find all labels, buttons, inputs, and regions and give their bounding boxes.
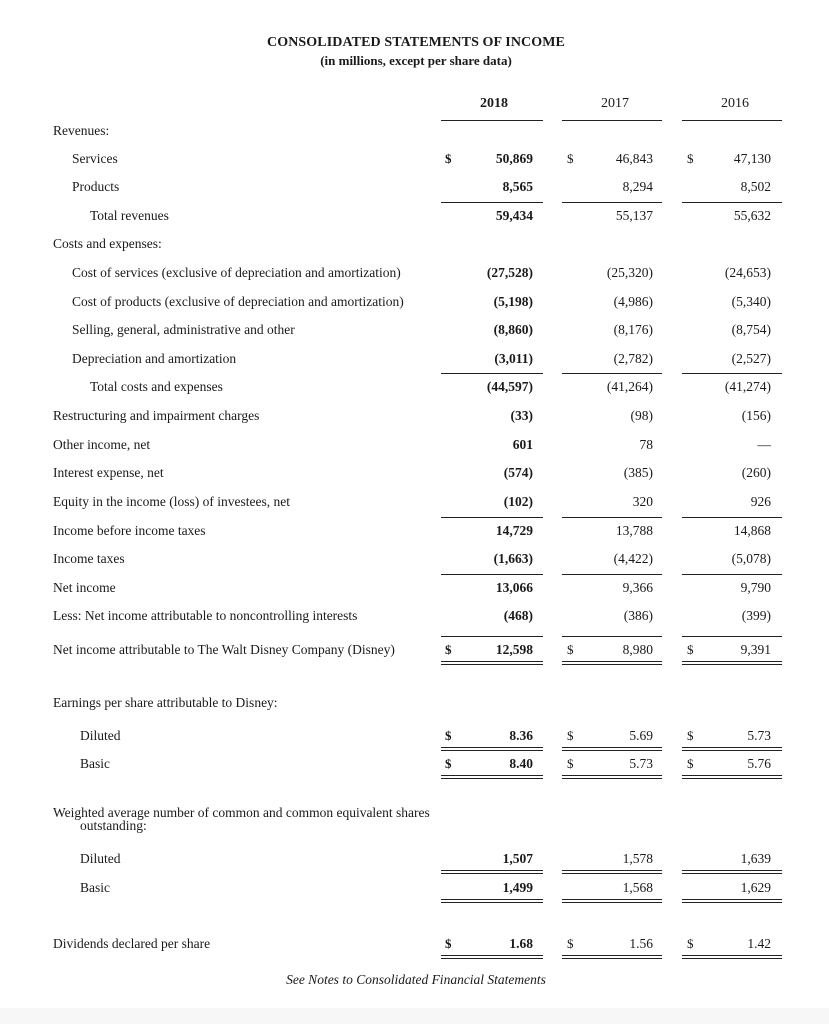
total-double-rule [562, 778, 662, 779]
total-double-rule [562, 873, 662, 874]
total-double-rule [441, 778, 543, 779]
table-row [0, 351, 829, 373]
currency-symbol: $ [567, 151, 574, 166]
table-row [0, 880, 829, 902]
table-row [0, 379, 829, 401]
currency-symbol: $ [445, 756, 452, 771]
table-row [0, 322, 829, 344]
value-2018: 1,507 [502, 851, 533, 866]
row-label: Earnings per share attributable to Disney: [53, 695, 278, 710]
row-label: Net income attributable to The Walt Disney Company (Disney) [53, 642, 395, 657]
table-row [0, 151, 829, 173]
row-label: Net income [53, 580, 116, 595]
value-2017: 320 [632, 494, 653, 509]
table-row [0, 265, 829, 287]
subtotal-rule [682, 517, 782, 518]
subtotal-rule [562, 373, 662, 374]
table-row [0, 580, 829, 602]
value-2018: 50,869 [495, 151, 533, 166]
value-2018: 8.36 [509, 728, 533, 743]
row-label: Total revenues [90, 208, 169, 223]
value-2018: (44,597) [486, 379, 533, 394]
total-double-rule [682, 664, 782, 665]
row-label: Basic [80, 880, 110, 895]
value-2017: (8,176) [613, 322, 653, 337]
total-double-rule [562, 661, 662, 662]
currency-symbol: $ [567, 756, 574, 771]
subtotal-rule [441, 373, 543, 374]
value-2017: 1,568 [622, 880, 653, 895]
table-row [0, 523, 829, 545]
value-2017: 8,980 [622, 642, 653, 657]
value-2016: (5,340) [731, 294, 771, 309]
row-label: Costs and expenses: [53, 236, 162, 251]
year-header-2017: 2017 [601, 96, 629, 111]
value-2018: 14,729 [495, 523, 533, 538]
value-2018: (102) [503, 494, 533, 509]
subtotal-rule [562, 202, 662, 203]
table-row [0, 208, 829, 230]
total-double-rule [441, 899, 543, 900]
table-row [0, 408, 829, 430]
currency-symbol: $ [445, 728, 452, 743]
value-2017: 5.69 [629, 728, 653, 743]
value-2016: 8,502 [740, 179, 771, 194]
row-label: Products [72, 179, 120, 194]
subtotal-rule [562, 636, 662, 637]
value-2017: (98) [630, 408, 653, 423]
row-label: Selling, general, administrative and other [72, 322, 295, 337]
value-2016: (2,527) [731, 351, 771, 366]
total-double-rule [562, 870, 662, 871]
value-2017: (4,986) [613, 294, 653, 309]
value-2017: 13,788 [615, 523, 653, 538]
table-row [0, 805, 829, 833]
row-label: Cost of services (exclusive of depreciation and amortization) [72, 265, 401, 280]
value-2018: (574) [503, 465, 533, 480]
row-label: Diluted [80, 851, 121, 866]
table-row [0, 642, 829, 664]
value-2018: 1.68 [509, 936, 533, 951]
table-row [0, 695, 829, 717]
statement-title: CONSOLIDATED STATEMENTS OF INCOME [267, 35, 565, 50]
value-2017: 46,843 [615, 151, 653, 166]
total-double-rule [682, 870, 782, 871]
table-row [0, 851, 829, 873]
total-double-rule [441, 902, 543, 903]
value-2018: 8,565 [502, 179, 533, 194]
currency-symbol: $ [687, 728, 694, 743]
value-2018: 13,066 [495, 580, 533, 595]
value-2018: (1,663) [493, 551, 533, 566]
row-label: Less: Net income attributable to noncontrolling interests [53, 608, 358, 623]
value-2018: 12,598 [495, 642, 533, 657]
value-2017: 8,294 [622, 179, 653, 194]
page-bottom-edge [0, 1008, 829, 1024]
table-row [0, 465, 829, 487]
row-label: Weighted average number of common and common equivalent shares outstanding: [53, 805, 430, 833]
value-2017: (41,264) [606, 379, 653, 394]
currency-symbol: $ [567, 936, 574, 951]
value-2016: 55,632 [733, 208, 771, 223]
value-2016: (41,274) [724, 379, 771, 394]
value-2017: (385) [623, 465, 653, 480]
value-2016: (260) [741, 465, 771, 480]
value-2017: 1,578 [622, 851, 653, 866]
value-2016: 1.42 [747, 936, 771, 951]
subtotal-rule [562, 517, 662, 518]
row-label: Restructuring and impairment charges [53, 408, 260, 423]
table-row [0, 608, 829, 630]
row-label: Income taxes [53, 551, 125, 566]
value-2016: 5.73 [747, 728, 771, 743]
total-double-rule [562, 899, 662, 900]
value-2016: 5.76 [747, 756, 771, 771]
currency-symbol: $ [687, 642, 694, 657]
value-2018: (5,198) [493, 294, 533, 309]
total-double-rule [562, 902, 662, 903]
subtotal-rule [682, 202, 782, 203]
value-2018: (468) [503, 608, 533, 623]
total-double-rule [441, 958, 543, 959]
table-row [0, 756, 829, 778]
value-2018: (33) [510, 408, 533, 423]
value-2016: 1,629 [740, 880, 771, 895]
currency-symbol: $ [445, 936, 452, 951]
value-2017: (25,320) [606, 265, 653, 280]
total-double-rule [441, 661, 543, 662]
value-2017: 9,366 [622, 580, 653, 595]
subtotal-rule [682, 373, 782, 374]
footer-note: See Notes to Consolidated Financial Statements [286, 972, 546, 987]
row-label: Cost of products (exclusive of depreciation and amortization) [72, 294, 404, 309]
value-2016: 1,639 [740, 851, 771, 866]
value-2017: (386) [623, 608, 653, 623]
total-double-rule [562, 664, 662, 665]
value-2018: (3,011) [494, 351, 533, 366]
table-row [0, 437, 829, 459]
subtotal-rule [562, 574, 662, 575]
currency-symbol: $ [445, 151, 452, 166]
total-double-rule [682, 775, 782, 776]
value-2017: (4,422) [613, 551, 653, 566]
total-double-rule [441, 775, 543, 776]
value-2016: 9,790 [740, 580, 771, 595]
currency-symbol: $ [445, 642, 452, 657]
subtotal-rule [441, 574, 543, 575]
row-label: Other income, net [53, 437, 151, 452]
total-double-rule [441, 750, 543, 751]
row-label: Income before income taxes [53, 523, 206, 538]
statement-subtitle: (in millions, except per share data) [320, 53, 512, 68]
value-2017: (2,782) [613, 351, 653, 366]
total-double-rule [562, 750, 662, 751]
table-row [0, 728, 829, 750]
total-double-rule [562, 958, 662, 959]
table-row [0, 494, 829, 516]
row-label: Interest expense, net [53, 465, 164, 480]
total-double-rule [562, 747, 662, 748]
value-2018: 1,499 [502, 880, 533, 895]
row-label: Total costs and expenses [90, 379, 223, 394]
year-underline-2017 [562, 120, 662, 121]
subtotal-rule [682, 574, 782, 575]
row-label: Diluted [80, 728, 121, 743]
currency-symbol: $ [567, 642, 574, 657]
total-double-rule [682, 750, 782, 751]
row-label: Dividends declared per share [53, 936, 211, 951]
year-header-2016: 2016 [721, 96, 749, 111]
row-label: Depreciation and amortization [72, 351, 237, 366]
value-2017: 1.56 [629, 936, 653, 951]
total-double-rule [682, 873, 782, 874]
total-double-rule [562, 955, 662, 956]
value-2016: (5,078) [731, 551, 771, 566]
total-double-rule [682, 902, 782, 903]
total-double-rule [682, 899, 782, 900]
total-double-rule [441, 870, 543, 871]
table-row [0, 236, 829, 258]
year-header-2018: 2018 [480, 96, 508, 111]
total-double-rule [441, 747, 543, 748]
year-underline-2016 [682, 120, 782, 121]
total-double-rule [682, 661, 782, 662]
table-row [0, 936, 829, 958]
value-2017: 5.73 [629, 756, 653, 771]
currency-symbol: $ [687, 151, 694, 166]
value-2016: (8,754) [731, 322, 771, 337]
value-2018: (27,528) [486, 265, 533, 280]
table-row [0, 179, 829, 201]
value-2018: 8.40 [509, 756, 533, 771]
row-label: Services [72, 151, 118, 166]
value-2016: (156) [741, 408, 771, 423]
currency-symbol: $ [567, 728, 574, 743]
total-double-rule [682, 747, 782, 748]
total-double-rule [562, 775, 662, 776]
row-label: Revenues: [53, 123, 110, 138]
value-2016: 9,391 [740, 642, 771, 657]
subtotal-rule [441, 202, 543, 203]
value-2017: 55,137 [615, 208, 653, 223]
year-underline-2018 [441, 120, 543, 121]
value-2016: 14,868 [733, 523, 771, 538]
total-double-rule [682, 778, 782, 779]
value-2016: 47,130 [733, 151, 771, 166]
total-double-rule [682, 955, 782, 956]
value-2016: 926 [750, 494, 771, 509]
subtotal-rule [441, 636, 543, 637]
total-double-rule [441, 873, 543, 874]
value-2018: 601 [512, 437, 533, 452]
currency-symbol: $ [687, 756, 694, 771]
total-double-rule [682, 958, 782, 959]
row-label: Equity in the income (loss) of investees, net [53, 494, 290, 509]
currency-symbol: $ [687, 936, 694, 951]
total-double-rule [441, 955, 543, 956]
value-2016: (399) [741, 608, 771, 623]
row-label: Basic [80, 756, 110, 771]
value-2018: 59,434 [495, 208, 533, 223]
total-double-rule [441, 664, 543, 665]
table-row [0, 294, 829, 316]
subtotal-rule [682, 636, 782, 637]
table-row [0, 551, 829, 573]
value-2016: — [757, 437, 771, 452]
value-2017: 78 [639, 437, 653, 452]
subtotal-rule [441, 517, 543, 518]
table-row [0, 123, 829, 145]
value-2018: (8,860) [493, 322, 533, 337]
value-2016: (24,653) [724, 265, 771, 280]
